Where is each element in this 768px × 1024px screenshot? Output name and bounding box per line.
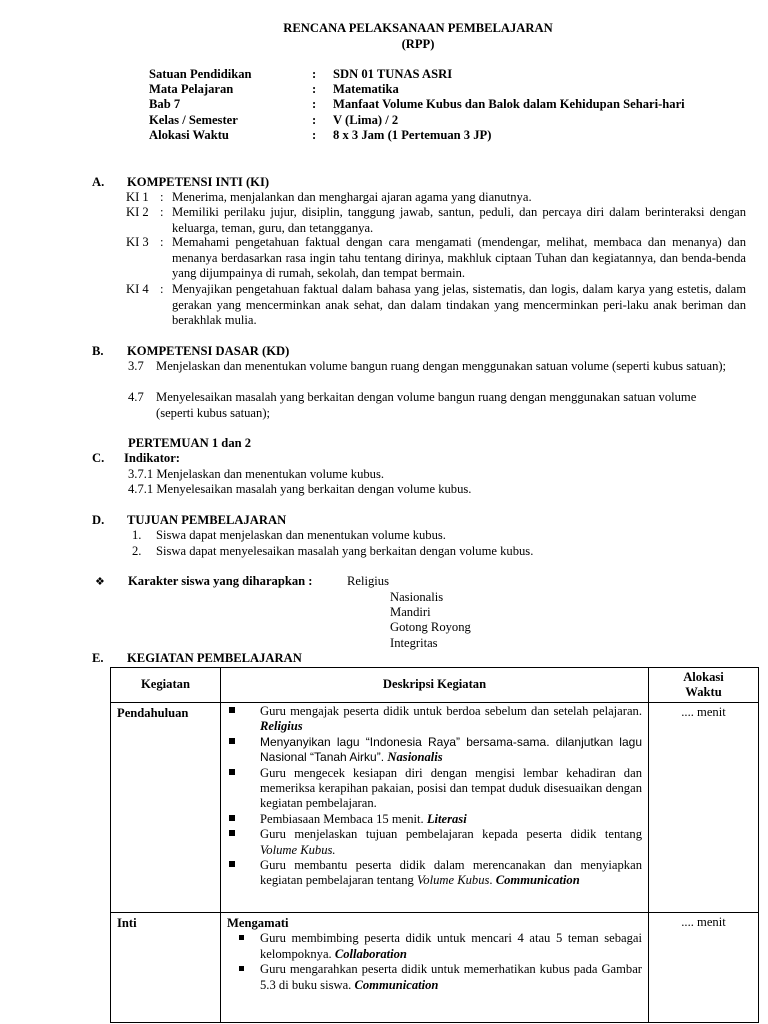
list-item: Guru membimbing peserta didik untuk mencari 4 atau 5 teman sebagai kelompoknya. Collaboration — [227, 931, 642, 962]
column-header: Kegiatan — [111, 668, 221, 703]
ki-text: Memiliki perilaku jujur, disiplin, tanggung jawab, santun, peduli, dan percaya diri dalam berinteraksi dengan keluarga, teman, guru, dan tetangganya. — [172, 205, 746, 235]
allocated-time: .... menit — [649, 913, 759, 1023]
section-c-letter: C. — [92, 451, 105, 465]
ki-text: Menyajikan pengetahuan faktual dalam bahasa yang jelas, sistematis, dan logis, dalam karya yang estetis, dalam gerakan yang mencerminkan anak sehat, dan dalam tindakan yang mencerminkan peri-laku anak beriman dan berakhlak mulia. — [172, 282, 746, 328]
column-header: Deskripsi Kegiatan — [221, 668, 649, 703]
identity-value: SDN 01 TUNAS ASRI — [333, 67, 453, 81]
kd-text: Menjelaskan dan menentukan volume bangun ruang dengan menggunakan satuan volume (seperti kubus satuan); — [156, 359, 727, 373]
square-bullet-icon — [239, 935, 244, 940]
description-list — [221, 704, 648, 889]
ki-colon: : — [160, 235, 164, 249]
objective-number: 2. — [132, 544, 142, 558]
identity-colon: : — [312, 97, 317, 111]
diamond-bullet-icon: ❖ — [95, 576, 105, 588]
identity-colon: : — [312, 113, 317, 127]
ki-colon: : — [160, 282, 164, 296]
square-bullet-icon — [229, 707, 235, 713]
section-c-title: Indikator: — [124, 451, 180, 465]
identity-label: Kelas / Semester — [149, 113, 238, 127]
square-bullet-icon — [229, 738, 235, 744]
kd-number: 3.7 — [128, 359, 144, 373]
list-item: Guru menjelaskan tujuan pembelajaran kepada peserta didik tentang Volume Kubus. — [227, 827, 642, 858]
identity-colon: : — [312, 67, 317, 81]
identity-label: Mata Pelajaran — [149, 82, 234, 96]
section-b-title: KOMPETENSI DASAR (KD) — [127, 344, 290, 358]
ki-label: KI 2 — [126, 205, 149, 219]
square-bullet-icon — [229, 769, 235, 775]
allocated-time: .... menit — [649, 703, 759, 913]
identity-label: Satuan Pendidikan — [149, 67, 252, 81]
ki-colon: : — [160, 190, 164, 204]
list-item: Guru mengajak peserta didik untuk berdoa sebelum dan setelah pelajaran. Religius — [227, 704, 642, 735]
indicator-item: 3.7.1 Menjelaskan dan menentukan volume kubus. — [128, 467, 385, 481]
activity-name: Pendahuluan — [111, 703, 221, 913]
character-item: Mandiri — [390, 605, 431, 619]
indicator-item: 4.7.1 Menyelesaikan masalah yang berkaitan dengan volume kubus. — [128, 482, 472, 496]
list-item: Guru mengecek kesiapan diri dengan mengisi lembar kehadiran dan memeriksa kerapihan pakaian, posisi dan tempat duduk disesuaikan dengan kegiatan pembelajaran. — [227, 766, 642, 812]
identity-value: Matematika — [333, 82, 399, 96]
column-header: Alokasi Waktu — [649, 668, 759, 703]
character-item: Gotong Royong — [390, 620, 471, 634]
identity-label: Alokasi Waktu — [149, 128, 229, 142]
identity-value: Manfaat Volume Kubus dan Balok dalam Kehidupan Sehari-hari — [333, 97, 685, 111]
identity-colon: : — [312, 82, 317, 96]
ki-text: Menerima, menjalankan dan menghargai ajaran agama yang dianutnya. — [172, 190, 532, 204]
activity-table — [110, 667, 759, 1023]
identity-value: 8 x 3 Jam (1 Pertemuan 3 JP) — [333, 128, 492, 142]
ki-text: Memahami pengetahuan faktual dengan cara mengamati (mendengar, melihat, membaca dan menanya) dan menanya berdasarkan rasa ingin tahu tentang dirinya, makhluk ciptaan Tuhan dan kegiatannya, dan benda-benda yang dijumpainya di rumah, sekolah, dan tempat bermain. — [172, 235, 746, 281]
list-item: Menyanyikan lagu “Indonesia Raya” bersama-sama. dilanjutkan lagu Nasional “Tanah Airku”. Nasionalis — [227, 735, 642, 766]
table-header-row — [111, 668, 759, 703]
list-item: Guru mengarahkan peserta didik untuk memerhatikan kubus pada Gambar 5.3 di buku siswa. Communication — [227, 962, 642, 993]
square-bullet-icon — [229, 830, 235, 836]
ki-colon: : — [160, 205, 164, 219]
square-bullet-icon — [239, 966, 244, 971]
identity-label: Bab 7 — [149, 97, 181, 111]
character-label: Karakter siswa yang diharapkan : — [128, 574, 313, 588]
activity-name: Inti — [111, 913, 221, 1023]
activity-description — [221, 703, 649, 913]
square-bullet-icon — [229, 815, 235, 821]
table-row — [111, 913, 759, 1023]
table-row — [111, 703, 759, 913]
description-list — [221, 931, 648, 993]
section-d-letter: D. — [92, 513, 105, 527]
list-item: Guru membantu peserta didik dalam merencanakan dan menyiapkan kegiatan pembelajaran tentang Volume Kubus. Communication — [227, 858, 642, 889]
objective-number: 1. — [132, 528, 142, 542]
ki-label: KI 1 — [126, 190, 149, 204]
activity-description — [221, 913, 649, 1023]
meeting-heading: PERTEMUAN 1 dan 2 — [128, 436, 252, 450]
square-bullet-icon — [229, 861, 235, 867]
section-d-title: TUJUAN PEMBELAJARAN — [127, 513, 287, 527]
identity-colon: : — [312, 128, 317, 142]
objective-text: Siswa dapat menjelaskan dan menentukan volume kubus. — [156, 528, 446, 542]
character-item: Nasionalis — [390, 590, 444, 604]
subsection-heading: Mengamati — [227, 916, 289, 930]
section-a-letter: A. — [92, 175, 105, 189]
section-e-letter: E. — [92, 651, 104, 665]
ki-label: KI 4 — [126, 282, 149, 296]
ki-label: KI 3 — [126, 235, 149, 249]
objective-text: Siswa dapat menyelesaikan masalah yang berkaitan dengan volume kubus. — [156, 544, 534, 558]
character-item: Religius — [347, 574, 389, 588]
document-subtitle: (RPP) — [401, 37, 435, 51]
section-b-letter: B. — [92, 344, 104, 358]
section-a-title: KOMPETENSI INTI (KI) — [127, 175, 270, 189]
kd-number: 4.7 — [128, 390, 144, 404]
document-title: RENCANA PELAKSANAAN PEMBELAJARAN — [283, 21, 553, 35]
character-item: Integritas — [390, 636, 438, 650]
list-item: Pembiasaan Membaca 15 menit. Literasi — [227, 812, 642, 827]
identity-value: V (Lima) / 2 — [333, 113, 399, 127]
kd-text: Menyelesaikan masalah yang berkaitan dengan volume bangun ruang dengan menggunakan satuan volume (seperti kubus satuan); — [156, 390, 697, 420]
section-e-title: KEGIATAN PEMBELAJARAN — [127, 651, 302, 665]
